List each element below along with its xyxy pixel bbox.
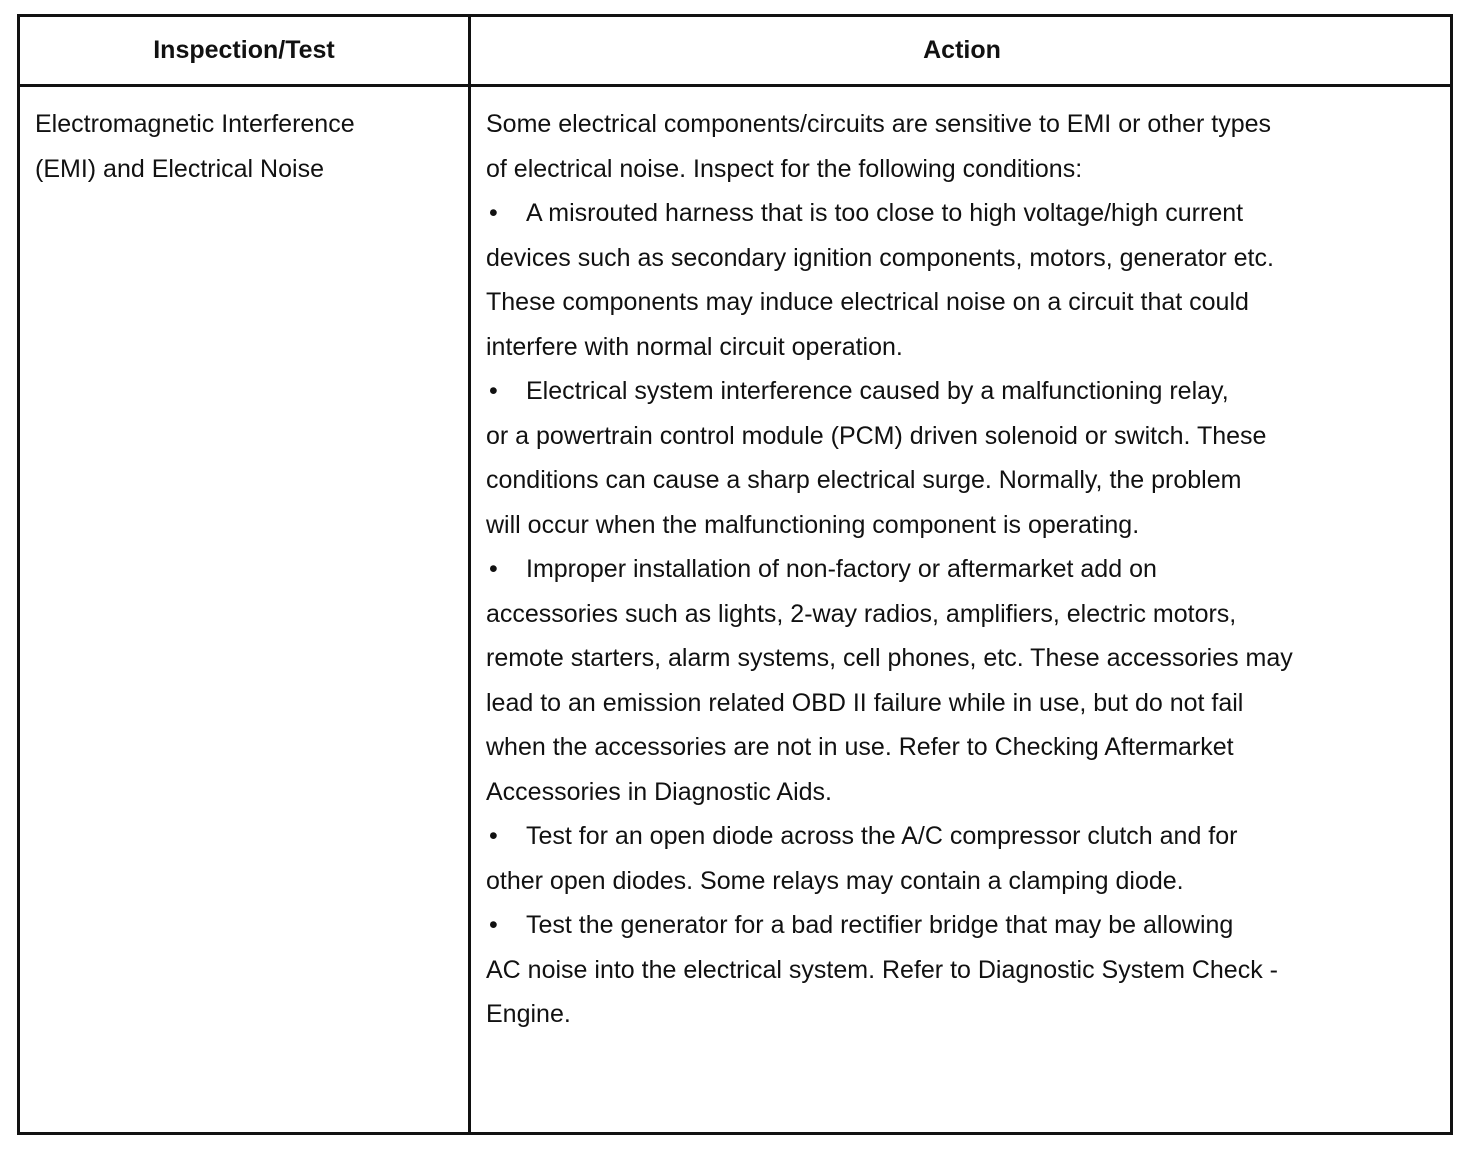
- action-text-line: will occur when the malfunctioning component is operating.: [486, 510, 1140, 539]
- inspection-cell: [35, 102, 455, 191]
- bullet-marker: •: [489, 199, 498, 227]
- action-text-line: lead to an emission related OBD II failure while in use, but do not fail: [486, 688, 1244, 717]
- inspection-text-line: (EMI) and Electrical Noise: [35, 154, 324, 183]
- action-text-line: conditions can cause a sharp electrical surge. Normally, the problem: [486, 466, 1242, 494]
- action-text: Improper installation of non-factory or aftermarket add on: [526, 555, 1157, 583]
- action-text: Test the generator for a bad rectifier bridge that may be allowing: [526, 911, 1234, 939]
- action-bullet-line: [486, 814, 1436, 859]
- action-text-line: AC noise into the electrical system. Refer to Diagnostic System Check -: [486, 955, 1278, 984]
- action-text-line: accessories such as lights, 2-way radios, amplifiers, electric motors,: [486, 599, 1237, 628]
- bullet-marker: •: [489, 911, 498, 939]
- action-text-line: or a powertrain control module (PCM) driven solenoid or switch. These: [486, 421, 1267, 450]
- action-text: A misrouted harness that is too close to high voltage/high current: [526, 199, 1244, 227]
- action-bullet-line: [486, 547, 1436, 592]
- action-bullet-line: [486, 903, 1436, 948]
- action-text-line: These components may induce electrical noise on a circuit that could: [486, 288, 1249, 316]
- action-text-line: interfere with normal circuit operation.: [486, 332, 903, 361]
- column-header-action: Action: [923, 36, 1001, 64]
- action-text-line: Engine.: [486, 1000, 571, 1028]
- action-text: Electrical system interference caused by a malfunctioning relay,: [526, 377, 1229, 405]
- action-text: Test for an open diode across the A/C compressor clutch and for: [526, 822, 1238, 850]
- action-text-line: remote starters, alarm systems, cell phones, etc. These accessories may: [486, 644, 1293, 672]
- column-header-inspection-test: Inspection/Test: [153, 36, 335, 64]
- action-text-line: devices such as secondary ignition components, motors, generator etc.: [486, 243, 1274, 272]
- header-divider: [20, 84, 1450, 87]
- action-bullet-line: [486, 191, 1436, 236]
- inspection-text-line: Electromagnetic Interference: [35, 110, 355, 138]
- action-text-line: Accessories in Diagnostic Aids.: [486, 777, 832, 806]
- column-divider: [468, 17, 471, 1132]
- bullet-marker: •: [489, 555, 498, 583]
- action-text-line: of electrical noise. Inspect for the following conditions:: [486, 154, 1083, 183]
- action-text-line: when the accessories are not in use. Refer to Checking Aftermarket: [486, 733, 1234, 761]
- inspection-action-table: [17, 14, 1453, 1135]
- action-text-line: other open diodes. Some relays may contain a clamping diode.: [486, 866, 1184, 895]
- bullet-marker: •: [489, 377, 498, 405]
- action-cell: [486, 102, 1436, 1037]
- bullet-marker: •: [489, 822, 498, 850]
- action-bullet-line: [486, 369, 1436, 414]
- action-text-line: Some electrical components/circuits are sensitive to EMI or other types: [486, 110, 1272, 138]
